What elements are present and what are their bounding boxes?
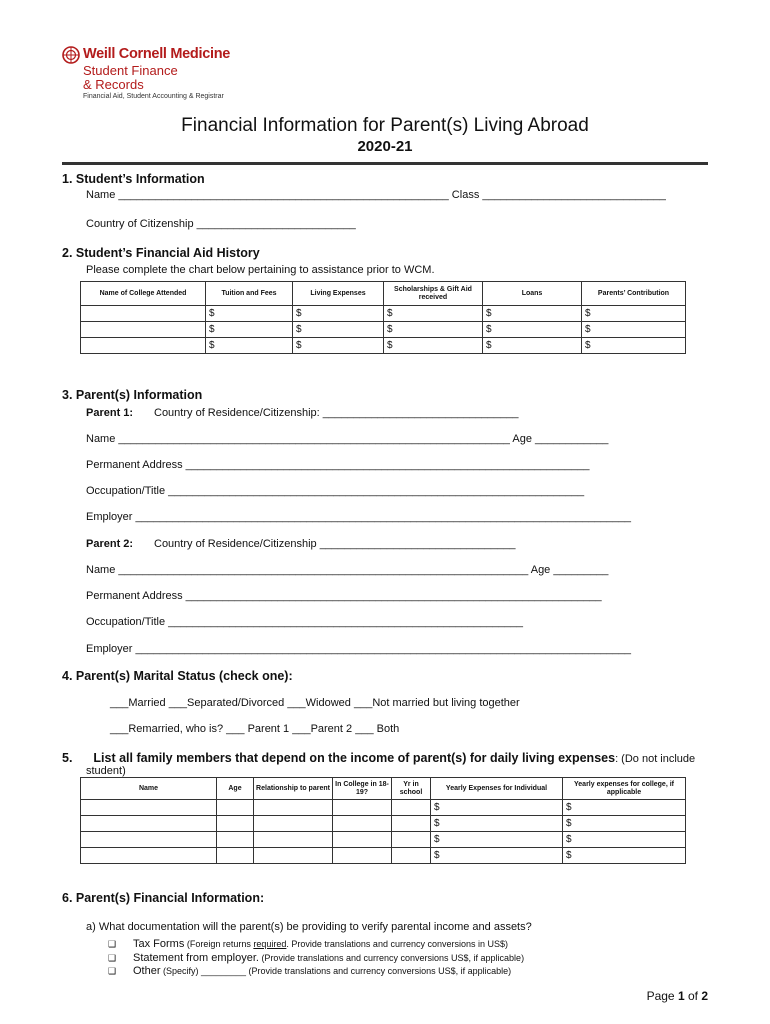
col-header: Living Expenses [293, 282, 384, 306]
student-name-field[interactable]: Name ______________________________________________________ Class ______________________________ [86, 189, 666, 201]
parent1-address-field[interactable]: Permanent Address __________________________________________________________________ [86, 459, 590, 471]
table-row [81, 832, 686, 848]
parent2-address-field[interactable]: Permanent Address ____________________________________________________________________ [86, 590, 602, 602]
col-header: Tuition and Fees [206, 282, 293, 306]
cell-input[interactable]: $ [563, 800, 686, 816]
table-row [81, 322, 686, 338]
cell-input[interactable]: $ [582, 338, 686, 354]
parent2-occupation-field[interactable]: Occupation/Title __________________________________________________________ [86, 616, 523, 628]
parent1-country-field[interactable]: Country of Residence/Citizenship: ________________________________ [154, 407, 519, 419]
page-of: of [684, 989, 702, 1003]
cell-input[interactable]: $ [206, 322, 293, 338]
col-header: Name [81, 778, 217, 800]
cell-input[interactable]: $ [483, 322, 582, 338]
checkbox-icon[interactable]: ❑ [108, 953, 117, 963]
citizenship-field[interactable]: Country of Citizenship __________________________ [86, 218, 356, 230]
col-header: Yr in school [392, 778, 431, 800]
cell-input[interactable] [392, 832, 431, 848]
cell-input[interactable] [254, 816, 333, 832]
option-main: Statement from employer. [132, 952, 259, 964]
col-header: In College in 18-19? [333, 778, 392, 800]
option-note: (Provide translations and currency conversions US$, if applicable) [258, 953, 525, 963]
s2-instructions: Please complete the chart below pertaining to assistance prior to WCM. [86, 264, 435, 276]
logo-line2: & Records [83, 77, 144, 92]
cell-input[interactable]: $ [293, 306, 384, 322]
cell-input[interactable]: $ [293, 338, 384, 354]
s5-heading [62, 751, 712, 765]
logo-line1: Student Finance [83, 63, 178, 78]
s5-tail: : (Do not include [615, 753, 696, 765]
col-header: Loans [483, 282, 582, 306]
cell-input[interactable] [254, 848, 333, 864]
col-header: Yearly Expenses for Individual [431, 778, 563, 800]
s2-heading: 2. Student’s Financial Aid History [62, 246, 260, 260]
table-row [81, 800, 686, 816]
option-main: Tax Forms [132, 938, 185, 950]
table-row [81, 816, 686, 832]
cell-input[interactable] [81, 848, 217, 864]
col-header: Yearly expenses for college, if applicable [563, 778, 686, 800]
cell-input[interactable]: $ [431, 848, 563, 864]
table-row [81, 338, 686, 354]
page-number [647, 989, 708, 1003]
page-label: Page [646, 989, 678, 1003]
cell-input[interactable] [217, 832, 254, 848]
col-header: Age [217, 778, 254, 800]
title-rule [62, 162, 708, 165]
cell-input[interactable] [392, 800, 431, 816]
year-label: 2020-21 [357, 138, 413, 155]
s5-number: 5. [62, 751, 73, 765]
cell-input[interactable]: $ [563, 848, 686, 864]
option-other[interactable] [108, 961, 511, 979]
option-main: Other [132, 965, 161, 977]
col-header: Relationship to parent [254, 778, 333, 800]
cell-input[interactable]: $ [582, 322, 686, 338]
parent2-employer-field[interactable]: Employer _________________________________________________________________________________ [86, 643, 632, 655]
cell-input[interactable] [81, 338, 206, 354]
parent2-label: Parent 2: [86, 538, 134, 550]
cell-input[interactable] [254, 800, 333, 816]
cell-input[interactable]: $ [384, 322, 483, 338]
parent1-employer-field[interactable]: Employer _________________________________________________________________________________ [86, 511, 632, 523]
s5-tail2: student) [86, 765, 126, 777]
checkbox-icon[interactable]: ❑ [108, 939, 117, 949]
cell-input[interactable]: $ [293, 322, 384, 338]
cell-input[interactable] [333, 816, 392, 832]
logo-tagline: Financial Aid, Student Accounting & Registrar [83, 93, 224, 100]
parent2-name-field[interactable]: Name ___________________________________________________________________ Age _________ [86, 564, 609, 576]
option-note: (Foreign returns [184, 939, 254, 949]
cell-input[interactable]: $ [563, 816, 686, 832]
family-members-table [80, 777, 686, 864]
cell-input[interactable]: $ [431, 816, 563, 832]
cell-input[interactable] [392, 848, 431, 864]
s6-heading: 6. Parent(s) Financial Information: [62, 891, 265, 905]
table-row [81, 306, 686, 322]
marital-options-1[interactable]: ___Married ___Separated/Divorced ___Widowed ___Not married but living together [110, 697, 520, 709]
cell-input[interactable] [333, 800, 392, 816]
s4-heading: 4. Parent(s) Marital Status (check one): [62, 669, 293, 683]
parent1-occupation-field[interactable]: Occupation/Title ____________________________________________________________________ [86, 485, 585, 497]
cell-input[interactable] [81, 816, 217, 832]
s3-heading: 3. Parent(s) Information [62, 388, 203, 402]
cell-input[interactable]: $ [563, 832, 686, 848]
cell-input[interactable] [81, 322, 206, 338]
cell-input[interactable] [217, 848, 254, 864]
cell-input[interactable]: $ [206, 338, 293, 354]
marital-options-2[interactable]: ___Remarried, who is? ___ Parent 1 ___Parent 2 ___ Both [110, 723, 400, 735]
col-header: Parents’ Contribution [582, 282, 686, 306]
cell-input[interactable]: $ [582, 306, 686, 322]
cell-input[interactable]: $ [384, 338, 483, 354]
parent2-country-field[interactable]: Country of Residence/Citizenship ________________________________ [154, 538, 516, 550]
cell-input[interactable]: $ [431, 800, 563, 816]
cell-input[interactable] [392, 816, 431, 832]
parent1-name-field[interactable]: Name ________________________________________________________________ Age ____________ [86, 433, 609, 445]
cell-input[interactable] [217, 816, 254, 832]
logo-name: Weill Cornell Medicine [83, 46, 231, 62]
cell-input[interactable]: $ [483, 306, 582, 322]
page-title: Financial Information for Parent(s) Living Abroad [181, 115, 589, 136]
col-header: Scholarships & Gift Aid received [384, 282, 483, 306]
seal-icon [62, 46, 80, 64]
cell-input[interactable] [333, 848, 392, 864]
s1-heading: 1. Student’s Information [62, 172, 205, 186]
cell-input[interactable]: $ [206, 306, 293, 322]
option-required: required [253, 939, 287, 949]
page-total: 2 [701, 989, 708, 1003]
cell-input[interactable] [81, 800, 217, 816]
cell-input[interactable]: $ [483, 338, 582, 354]
parent1-label: Parent 1: [86, 407, 134, 419]
option-note-2: . Provide translations and currency conversions in US$) [286, 939, 508, 949]
logo [62, 44, 302, 104]
cell-input[interactable] [254, 832, 333, 848]
cell-input[interactable] [333, 832, 392, 848]
checkbox-icon[interactable]: ❑ [108, 966, 117, 976]
aid-history-table [80, 281, 686, 354]
page-current: 1 [677, 989, 685, 1003]
cell-input[interactable]: $ [384, 306, 483, 322]
option-note: (Specify) _________ (Provide translations and currency conversions US$, if applicable) [160, 966, 512, 976]
cell-input[interactable] [81, 306, 206, 322]
table-row [81, 848, 686, 864]
cell-input[interactable] [81, 832, 217, 848]
cell-input[interactable]: $ [431, 832, 563, 848]
cell-input[interactable] [217, 800, 254, 816]
s5-title: List all family members that depend on the income of parent(s) for daily living expenses [93, 751, 616, 765]
col-header: Name of College Attended [81, 282, 206, 306]
s6-question: a) What documentation will the parent(s) be providing to verify parental income and assets? [86, 921, 532, 933]
